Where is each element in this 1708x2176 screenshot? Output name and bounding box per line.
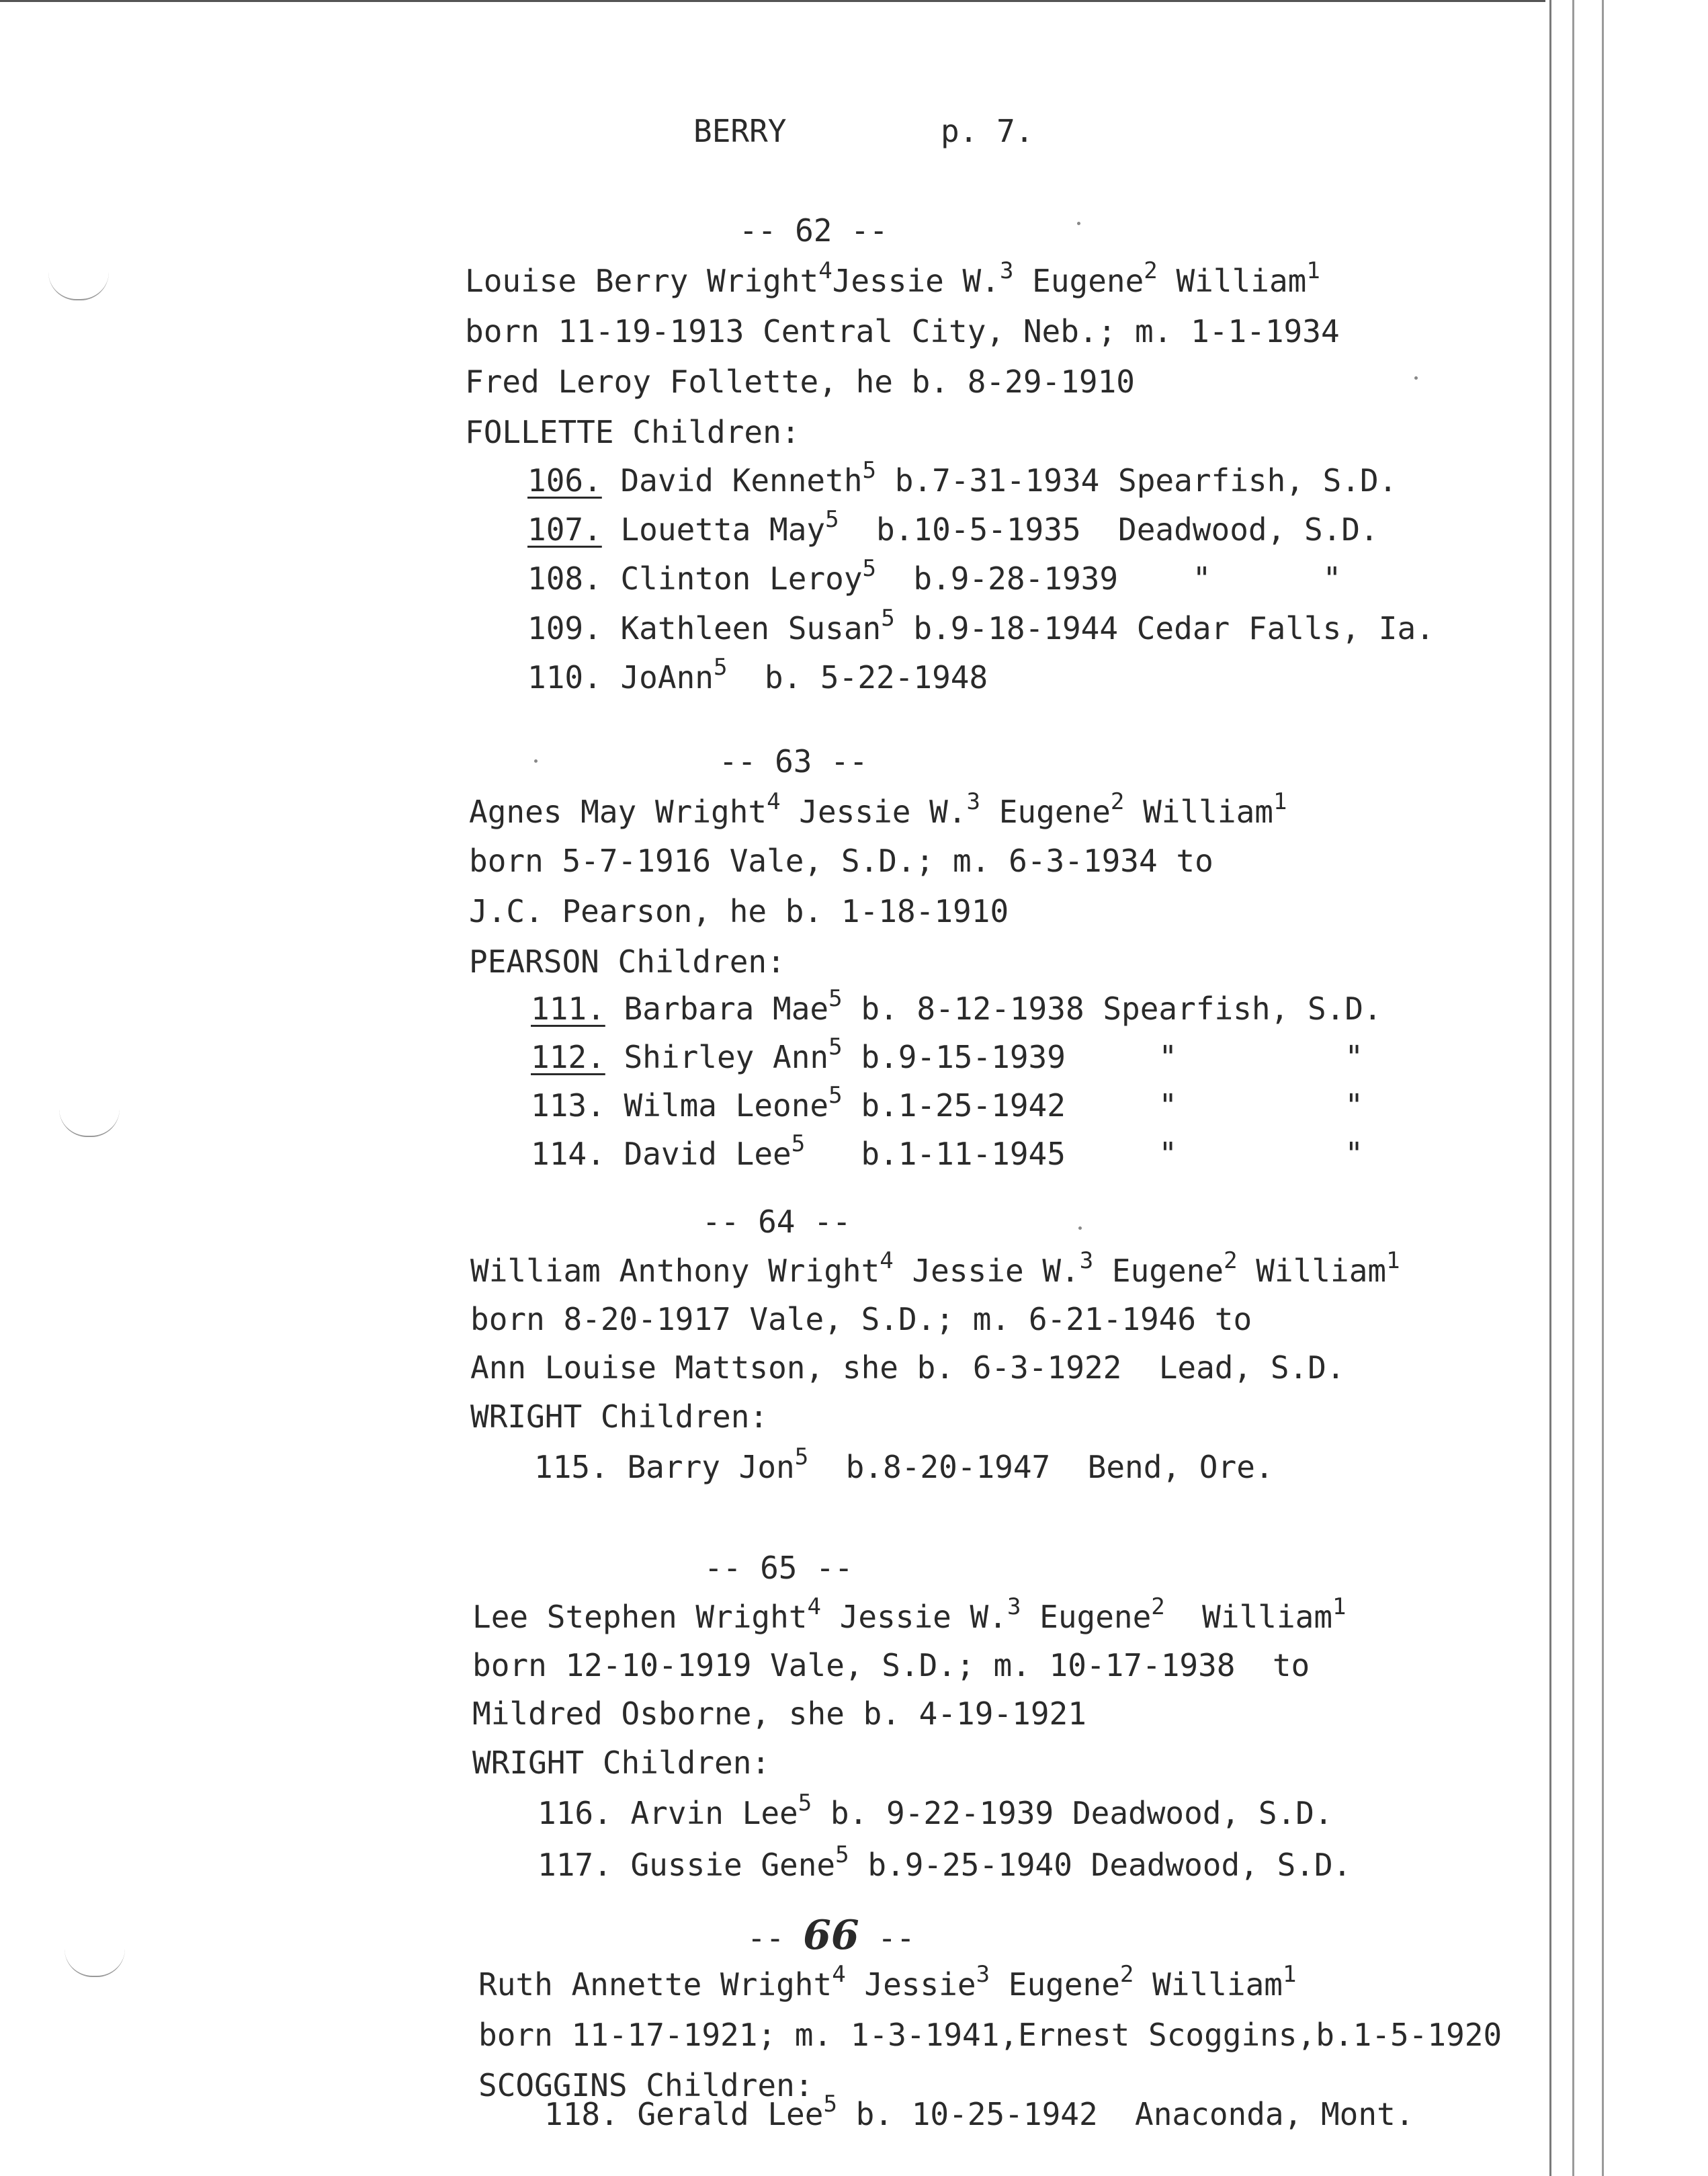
speck bbox=[1414, 376, 1418, 380]
child-name: JoAnn bbox=[620, 659, 714, 696]
generation-mark: 3 bbox=[976, 1961, 990, 1988]
child-number: 114. bbox=[531, 1136, 605, 1172]
child-info: b.9-25-1940 Deadwood, S.D. bbox=[867, 1847, 1352, 1883]
entry-number: -- 63 -- bbox=[719, 743, 868, 780]
child-entry bbox=[527, 555, 1342, 597]
child-number: 118. bbox=[544, 2096, 619, 2132]
entry-detail: Mildred Osborne, she b. 4-19-1921 bbox=[472, 1696, 1086, 1732]
child-name: Louetta May bbox=[620, 511, 826, 548]
child-number: 110. bbox=[527, 659, 602, 696]
grandparent-name: Eugene bbox=[1111, 1253, 1224, 1289]
person-name: Ruth Annette Wright bbox=[478, 1966, 832, 2003]
child-number: 108. bbox=[527, 560, 602, 597]
generation-mark: 4 bbox=[832, 1961, 846, 1988]
generation-mark: 1 bbox=[1282, 1961, 1297, 1988]
child-name: Barbara Mae bbox=[624, 991, 829, 1027]
generation-mark: 3 bbox=[999, 257, 1014, 284]
child-info: b.10-5-1935 Deadwood, S.D. bbox=[876, 511, 1379, 548]
child-info: b.7-31-1934 Spearfish, S.D. bbox=[894, 462, 1398, 499]
entry-detail: Ann Louise Mattson, she b. 6-3-1922 Lead, S.D. bbox=[470, 1349, 1345, 1386]
generation-mark: 5 bbox=[862, 555, 876, 582]
great-grandparent-name: William bbox=[1202, 1599, 1333, 1635]
generation-mark: 5 bbox=[862, 457, 876, 484]
child-number: 109. bbox=[527, 610, 602, 646]
punch-hole-middle bbox=[59, 1109, 120, 1137]
entry-lineage bbox=[478, 1961, 1297, 2003]
child-number: 111. bbox=[531, 991, 605, 1027]
child-info: b.8-20-1947 Bend, Ore. bbox=[845, 1449, 1274, 1485]
entry-detail: J.C. Pearson, he b. 1-18-1910 bbox=[469, 893, 1009, 929]
person-name: William Anthony Wright bbox=[470, 1253, 880, 1289]
generation-mark: 5 bbox=[835, 1841, 849, 1868]
generation-mark: 5 bbox=[713, 654, 728, 681]
child-number: 116. bbox=[538, 1795, 612, 1831]
entry-number: -- 64 -- bbox=[702, 1204, 851, 1240]
child-number: 113. bbox=[531, 1087, 605, 1124]
child-entry bbox=[534, 1443, 1274, 1485]
parent-name: Jessie W. bbox=[839, 1599, 1007, 1635]
generation-mark: 5 bbox=[828, 1034, 843, 1060]
generation-mark: 5 bbox=[825, 506, 839, 533]
child-entry bbox=[538, 1841, 1352, 1883]
entry-detail: born 12-10-1919 Vale, S.D.; m. 10-17-1938 to bbox=[472, 1647, 1310, 1683]
parent-name: Jessie W. bbox=[912, 1253, 1080, 1289]
parent-name: Jessie bbox=[864, 1966, 976, 2003]
handwritten-number: 66 bbox=[803, 1912, 859, 1959]
binder-edge-line bbox=[1602, 0, 1604, 2176]
binder-edge-line bbox=[1549, 0, 1551, 2176]
generation-mark: 1 bbox=[1386, 1247, 1400, 1274]
great-grandparent-name: William bbox=[1152, 1966, 1283, 2003]
entry-detail: Fred Leroy Follette, he b. 8-29-1910 bbox=[465, 364, 1135, 400]
speck bbox=[534, 759, 538, 763]
child-info: b.1-11-1945 " " bbox=[861, 1136, 1364, 1172]
generation-mark: 4 bbox=[818, 257, 832, 284]
punch-hole-top bbox=[48, 272, 109, 300]
entry-lineage bbox=[469, 788, 1287, 830]
child-number: 117. bbox=[538, 1847, 612, 1883]
child-name: Barry Jon bbox=[627, 1449, 795, 1485]
child-entry bbox=[544, 2091, 1414, 2132]
grandparent-name: Eugene bbox=[1032, 263, 1144, 299]
generation-mark: 4 bbox=[767, 788, 781, 815]
entry-lineage bbox=[470, 1247, 1400, 1289]
generation-mark: 2 bbox=[1110, 788, 1125, 815]
grandparent-name: Eugene bbox=[1039, 1599, 1152, 1635]
entry-detail: born 5-7-1916 Vale, S.D.; m. 6-3-1934 to bbox=[469, 843, 1213, 879]
child-name: Arvin Lee bbox=[630, 1795, 798, 1831]
generation-mark: 3 bbox=[1007, 1593, 1021, 1620]
great-grandparent-name: William bbox=[1176, 263, 1307, 299]
child-entry bbox=[531, 985, 1382, 1027]
generation-mark: 5 bbox=[794, 1443, 809, 1470]
generation-mark: 2 bbox=[1119, 1961, 1134, 1988]
generation-mark: 3 bbox=[1079, 1247, 1094, 1274]
child-number: 115. bbox=[534, 1449, 609, 1485]
child-name: David Lee bbox=[624, 1136, 792, 1172]
child-name: Clinton Leroy bbox=[620, 560, 863, 597]
great-grandparent-name: William bbox=[1143, 794, 1273, 830]
child-entry bbox=[527, 605, 1435, 646]
page-surname: BERRY bbox=[693, 113, 787, 149]
person-name: Louise Berry Wright bbox=[465, 263, 819, 299]
page-top-edge bbox=[0, 0, 1545, 2]
children-header: PEARSON Children: bbox=[469, 944, 785, 980]
punch-hole-bottom bbox=[65, 1949, 125, 1977]
entry-detail: born 11-17-1921; m. 1-3-1941,Ernest Scoggins,b.1-5-1920 bbox=[478, 2017, 1502, 2053]
child-info: b. 10-25-1942 Anaconda, Mont. bbox=[855, 2096, 1414, 2132]
page-number: p. 7. bbox=[941, 113, 1034, 149]
child-name: Gussie Gene bbox=[630, 1847, 836, 1883]
generation-mark: 2 bbox=[1224, 1247, 1238, 1274]
generation-mark: 5 bbox=[823, 2091, 837, 2118]
child-entry bbox=[531, 1034, 1364, 1075]
child-info: b. 5-22-1948 bbox=[764, 659, 988, 696]
child-name: Shirley Ann bbox=[624, 1039, 829, 1075]
generation-mark: 4 bbox=[880, 1247, 894, 1274]
child-info: b.9-15-1939 " " bbox=[861, 1039, 1364, 1075]
child-name: Wilma Leone bbox=[624, 1087, 829, 1124]
generation-mark: 5 bbox=[798, 1790, 812, 1816]
children-header: FOLLETTE Children: bbox=[465, 414, 800, 450]
entry-lineage bbox=[465, 257, 1320, 299]
person-name: Lee Stephen Wright bbox=[472, 1599, 808, 1635]
entry-detail: born 11-19-1913 Central City, Neb.; m. 1-1-1934 bbox=[465, 313, 1340, 349]
entry-detail: born 8-20-1917 Vale, S.D.; m. 6-21-1946 to bbox=[470, 1301, 1252, 1337]
child-number: 107. bbox=[527, 511, 602, 548]
generation-mark: 5 bbox=[791, 1130, 806, 1157]
child-name: David Kenneth bbox=[620, 462, 863, 499]
binder-edge-line bbox=[1572, 0, 1574, 2176]
child-name: Kathleen Susan bbox=[620, 610, 882, 646]
generation-mark: 5 bbox=[828, 985, 843, 1012]
child-info: b.9-18-1944 Cedar Falls, Ia. bbox=[913, 610, 1435, 646]
child-info: b. 9-22-1939 Deadwood, S.D. bbox=[830, 1795, 1333, 1831]
child-entry bbox=[527, 457, 1398, 499]
generation-mark: 1 bbox=[1273, 788, 1287, 815]
child-name: Gerald Lee bbox=[637, 2096, 824, 2132]
speck bbox=[1077, 222, 1080, 225]
generation-mark: 1 bbox=[1332, 1593, 1347, 1620]
child-entry bbox=[527, 654, 988, 696]
generation-mark: 5 bbox=[881, 605, 895, 632]
generation-mark: 2 bbox=[1151, 1593, 1165, 1620]
entry-number: -- 62 -- bbox=[739, 212, 888, 249]
grandparent-name: Eugene bbox=[998, 794, 1111, 830]
entry-number bbox=[747, 1912, 915, 1959]
entry-lineage bbox=[472, 1593, 1347, 1635]
number-dashes: -- bbox=[747, 1920, 804, 1956]
person-name: Agnes May Wright bbox=[469, 794, 767, 830]
entry-number: -- 65 -- bbox=[704, 1550, 853, 1586]
child-info: b. 8-12-1938 Spearfish, S.D. bbox=[861, 991, 1382, 1027]
parent-name: Jessie W. bbox=[799, 794, 967, 830]
children-header: SCOGGINS Children: bbox=[478, 2067, 814, 2103]
parent-name: Jessie W. bbox=[832, 263, 1000, 299]
generation-mark: 2 bbox=[1144, 257, 1158, 284]
speck bbox=[1078, 1226, 1082, 1230]
children-header: WRIGHT Children: bbox=[472, 1745, 771, 1781]
generation-mark: 1 bbox=[1306, 257, 1320, 284]
generation-mark: 5 bbox=[828, 1082, 843, 1109]
child-entry bbox=[527, 506, 1379, 548]
number-dashes: -- bbox=[859, 1920, 915, 1956]
child-info: b.1-25-1942 " " bbox=[861, 1087, 1364, 1124]
generation-mark: 3 bbox=[966, 788, 981, 815]
child-number: 112. bbox=[531, 1039, 605, 1075]
great-grandparent-name: William bbox=[1256, 1253, 1387, 1289]
children-header: WRIGHT Children: bbox=[470, 1398, 769, 1435]
child-info: b.9-28-1939 " " bbox=[913, 560, 1342, 597]
child-entry bbox=[531, 1082, 1364, 1124]
child-entry bbox=[538, 1790, 1333, 1831]
child-entry bbox=[531, 1130, 1364, 1172]
grandparent-name: Eugene bbox=[1008, 1966, 1120, 2003]
child-number: 106. bbox=[527, 462, 602, 499]
generation-mark: 4 bbox=[807, 1593, 821, 1620]
